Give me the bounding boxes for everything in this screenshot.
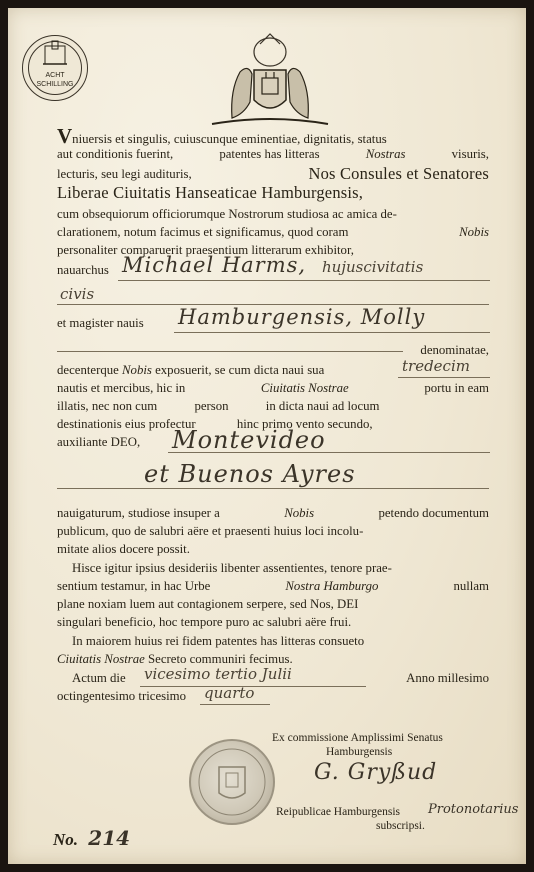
captain-rule	[118, 280, 490, 281]
line-12b: Nobis	[122, 363, 152, 377]
destination-2: et Buenos Ayres	[144, 460, 356, 488]
line-14a: illatis, nec non cum	[57, 399, 158, 413]
text-line-10: et magister nauis	[57, 316, 144, 330]
text-line-20: Hisce igitur ipsius desideriis libenter assentientes, tenore prae-	[72, 561, 392, 575]
line-14b: person	[194, 399, 229, 413]
line-13c: portu in eam	[424, 381, 489, 395]
text-line-23: singulari beneficio, hoc tempore puro ac salubri aëre frui.	[57, 615, 352, 629]
date-day: vicesimo tertio Julii	[144, 665, 292, 683]
text-line-4: Liberae Ciuitatis Hanseaticae Hamburgensis,	[57, 183, 364, 202]
crew-count: tredecim	[402, 357, 470, 375]
line-17a: nauigaturum, studiose insuper a	[57, 506, 220, 520]
castle-icon	[23, 36, 87, 100]
destination-1: Montevideo	[172, 426, 326, 454]
closing-line-1: Ex commissione Amplissimi Senatus	[272, 732, 443, 744]
text-line-13	[57, 380, 489, 396]
line-3b: Nos Consules et Senatores	[308, 164, 489, 183]
line-21b: Nostra Hamburgo	[285, 579, 379, 593]
stamp-line1: ACHT	[45, 72, 65, 79]
date-year: quarto	[204, 684, 255, 702]
line-15a: destinationis eius profectur	[57, 417, 196, 431]
line-2d: visuris,	[451, 147, 489, 161]
year-rule	[200, 704, 270, 705]
line-17b: Nobis	[284, 506, 315, 520]
line-26a: Actum die	[72, 671, 126, 685]
line-21c: nullam	[453, 579, 489, 593]
protonotarius: Protonotarius	[428, 802, 519, 817]
text-line-14	[57, 398, 489, 414]
line-2a: aut conditionis fuerint,	[57, 147, 174, 161]
line-21a: sentium testamur, in hac Urbe	[57, 579, 211, 593]
text-line-27: octingentesimo tricesimo	[57, 689, 187, 703]
drop-capital: V	[57, 124, 73, 148]
closing-line-3: Reipublicae Hamburgensis	[276, 806, 401, 818]
line-13a: nautis et mercibus, hic in	[57, 381, 186, 395]
text-line-1	[57, 124, 489, 148]
destination-rule-2	[57, 488, 489, 489]
line-15b: hinc primo vento secundo,	[236, 417, 373, 431]
text-line-18: publicum, quo de salubri aëre et praesenti huius loci incolu-	[57, 524, 364, 538]
line-6b: Nobis	[459, 225, 489, 239]
text-line-2	[57, 146, 489, 162]
crew-rule	[398, 377, 490, 378]
line-6a: clarationem, notum facimus et significamus, quod coram	[57, 225, 349, 239]
line-17c: petendo documentum	[378, 506, 489, 520]
number-value: 214	[88, 826, 131, 850]
line-25a: Ciuitatis Nostrae	[57, 652, 145, 666]
text-line-19: mitate alios docere possit.	[57, 542, 190, 556]
text-line-6	[57, 224, 489, 240]
text-line-5: cum obsequiorum officiorumque Nostrorum studiosa ac amica de-	[57, 207, 397, 221]
text-line-17	[57, 505, 489, 521]
stamp-line2: SCHILLING	[36, 81, 74, 88]
line-2b: patentes has litteras	[219, 147, 320, 161]
ship-rule	[174, 332, 490, 333]
closing-line-4: subscripsi.	[376, 820, 425, 832]
ship-name: Hamburgensis, Molly	[178, 305, 426, 329]
seal-emblem-icon	[191, 741, 273, 823]
line-1-text: Vniuersis et singulis, cuiuscunque eminentiae, dignitatis, status	[57, 124, 387, 148]
text-line-22: plane noxiam luem aut contagionem serpere, sed Nos, DEI	[57, 597, 359, 611]
citizen-line-a: hujuscivitatis	[322, 258, 424, 276]
destination-rule-1	[168, 452, 490, 453]
embossed-seal	[189, 739, 275, 825]
certificate-paper	[8, 8, 526, 864]
certificate-number	[53, 826, 130, 850]
line-25b: Secreto communiri fecimus.	[148, 652, 293, 666]
text-line-16: auxiliante DEO,	[57, 435, 141, 449]
text-line-7: personaliter comparuerit praesentium litterarum exhibitor,	[57, 243, 354, 257]
line-12c: exposuerit, se cum dicta naui sua	[155, 363, 325, 377]
captain-name: Michael Harms,	[122, 253, 307, 277]
coat-of-arms-icon	[204, 30, 336, 130]
text-line-8: nauarchus	[57, 263, 109, 277]
line-2c: Nostras	[365, 147, 406, 161]
text-line-3	[57, 166, 489, 182]
revenue-stamp	[22, 35, 88, 101]
line-3a: lecturis, seu legi audituris,	[57, 167, 192, 181]
line-13b: Ciuitatis Nostrae	[260, 381, 349, 395]
signature: G. Gryßud	[314, 760, 438, 785]
citizen-line-b: civis	[60, 285, 95, 303]
line-26b: Anno millesimo	[406, 671, 489, 685]
text-line-24: In maiorem huius rei fidem patentes has litteras consueto	[72, 634, 365, 648]
text-line-11: denominatae,	[420, 343, 489, 357]
text-line-21	[57, 578, 489, 594]
number-label: No.	[53, 830, 79, 849]
line-12a: decenterque	[57, 363, 119, 377]
closing-line-2: Hamburgensis	[326, 746, 393, 758]
line-14c: in dicta naui ad locum	[265, 399, 380, 413]
